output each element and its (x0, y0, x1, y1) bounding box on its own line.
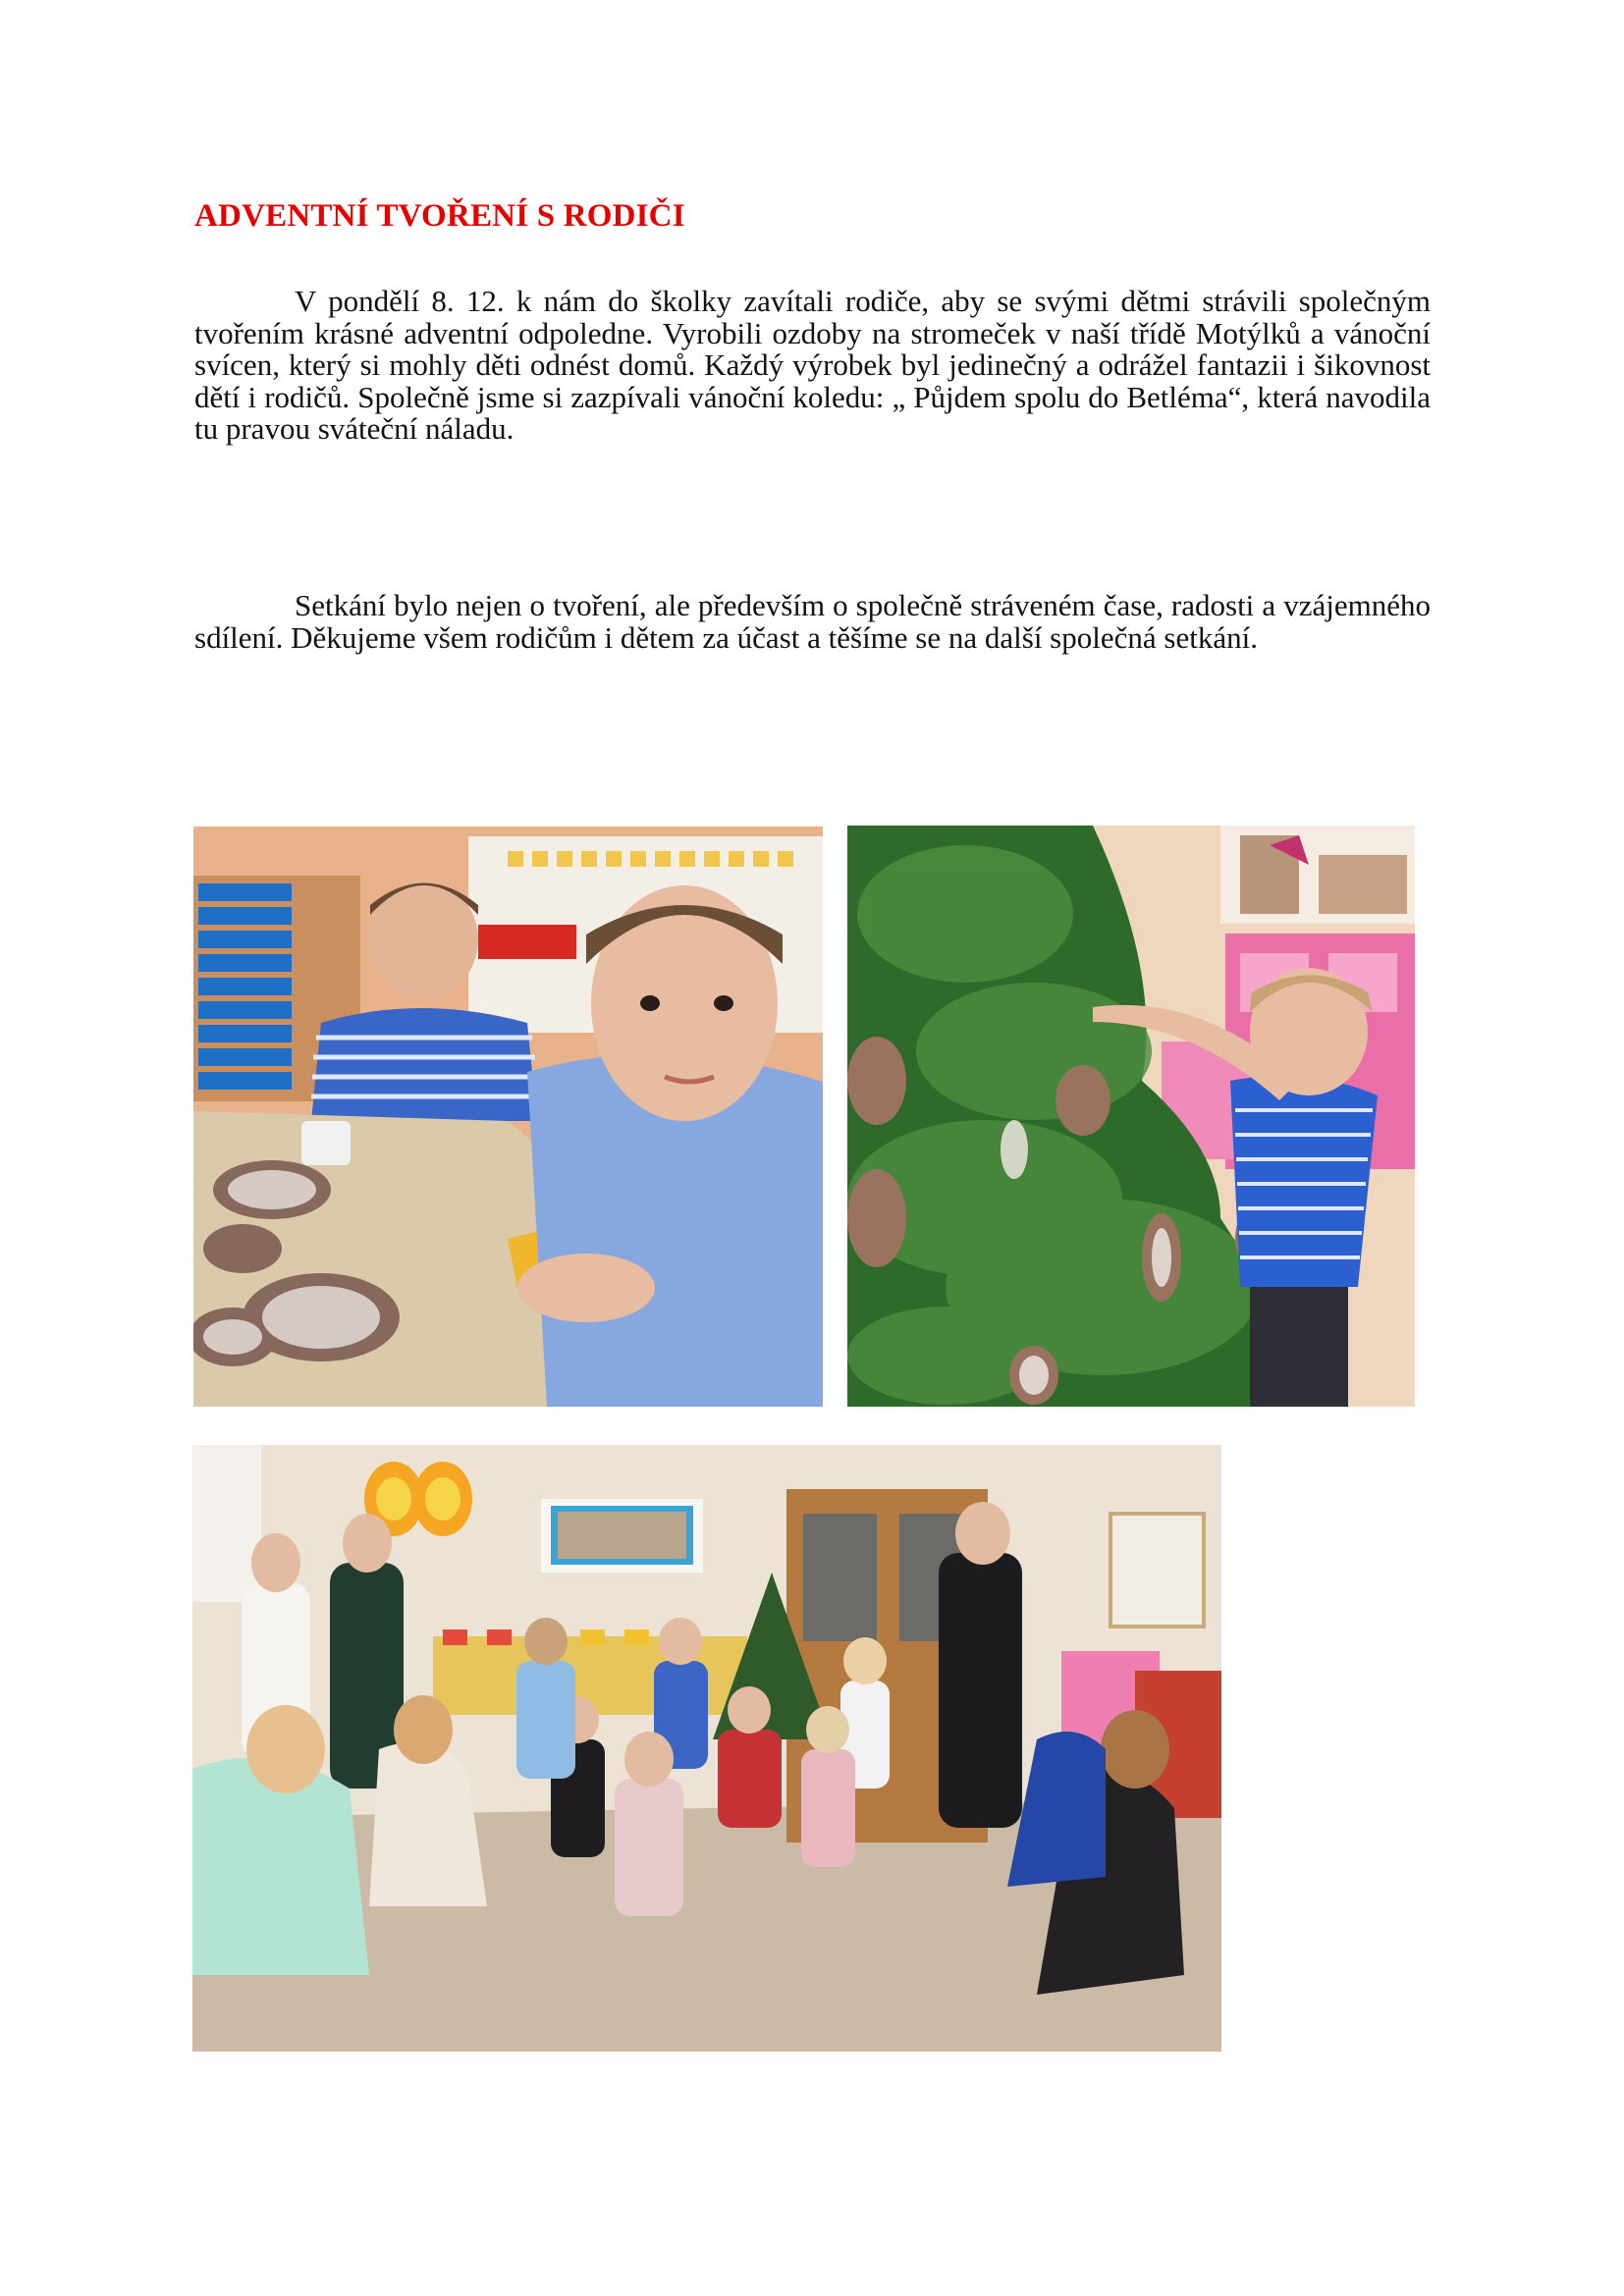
paragraph-thanks: Setkání bylo nejen o tvoření, ale především o společně stráveném čase, radosti a vzájemného sdílení. Děkujeme všem rodičům i dětem za účast a těšíme se na další společná setkání. (194, 588, 1431, 655)
photo-group-image (192, 1445, 1221, 2052)
photo-group-circle (192, 1445, 1221, 2052)
page-title: ADVENTNÍ TVOŘENÍ S RODIČI (194, 198, 685, 234)
body-text-block (194, 590, 1431, 654)
photo-crafting (193, 827, 823, 1407)
photo-tree-decorating (847, 826, 1415, 1407)
body-text-block (194, 286, 1431, 446)
photo-crafting-image (193, 827, 823, 1407)
paragraph-intro: V pondělí 8. 12. k nám do školky zavítali rodiče, aby se svými dětmi strávili společným tvořením krásné adventní odpoledne. Vyrobili ozdoby na stromeček v naší třídě Motýlků a vánoční svícen, který si mohly děti odnést domů. Každý výrobek byl jedinečný a odrážel fantazii i šikovnost dětí i rodičů. Společně jsme si zazpívali vánoční koledu: „ Půjdem spolu do Betléma“, která navodila tu pravou sváteční náladu. (194, 284, 1431, 447)
photo-tree-image (847, 826, 1415, 1407)
